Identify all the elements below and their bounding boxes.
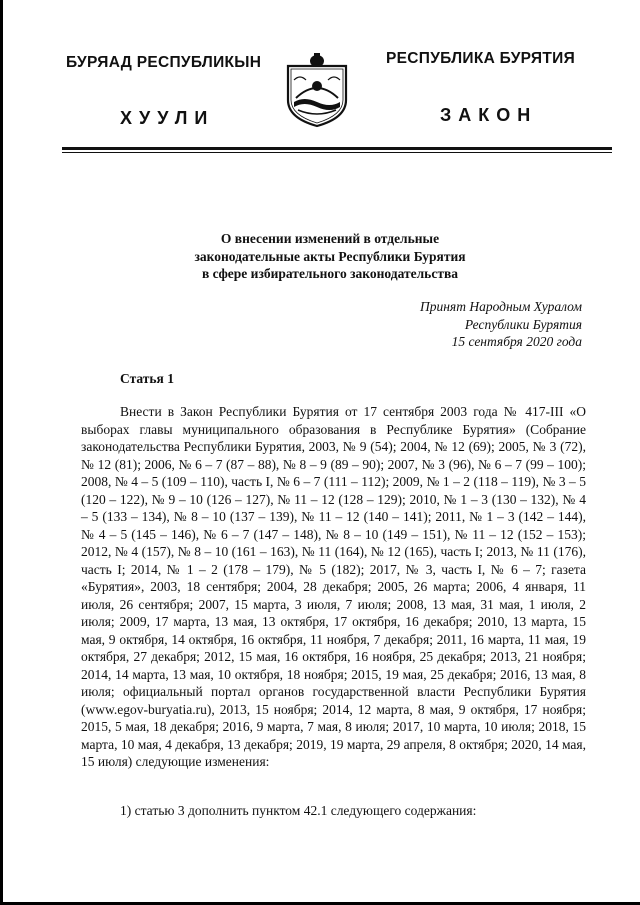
article-heading: Статья 1 [120, 371, 174, 386]
title-line-3: в сфере избирательного законодательства [201, 266, 458, 281]
coat-of-arms-icon [284, 52, 350, 128]
title-line-2: законодательные акты Республики Бурятия [194, 248, 466, 264]
header-divider-thick [62, 147, 612, 150]
article-paragraph: Внести в Закон Республики Бурятия от 17 сентября 2003 года № 417-III «О выборах главы муниципального образования в Республике Бурятия» (Собрание законодательства Республики Бурятия, 2003, № 9 (54); 2004, № 12 (69); 2005, № 3 (72), № 12 (81); 2006, № 6 – 7 (87 – 88), № 8 – 9 (89 – 90); 2007, № 3 (96), № 6 – 7 (99 – 100); 2008, № 4 – 5 (109 – 110), часть I, № 6 – 7 (111 – 112); 2009, № 1 – 2 (118 – 119), № 3 – 5 (120 – 122), № 9 – 10 (126 – 127), № 11 – 12 (128 – 129); 2010, № 1 – 3 (130 – 132), № 4 – 5 (133 – 134), № 8 – 10 (137 – 139), № 11 – 12 (140 – 141); 2011, № 1 – 3 (142 – 144), № 4 – 5 (145 – 146), № 6 – 7 (147 – 148), № 8 – 10 (149 – 151), № 11 – 12 (152 – 153); 2012, № 4 (157), № 8 – 10 (161 – 163), № 11 (164), № 12 (165), часть I; 2013, № 11 (176), часть I; 2014, № 1 – 2 (178 – 179), № 5 (182); 2017, № 3, часть I, № 6 – 7; газета «Бурятия», 2003, 18 сентября; 2004, 28 декабря; 2005, 26 марта; 2006, 4 января, 11 июля, 26 сентября; 2007, 15 марта, 3 июля, 7 июля; 2008, 13 мая, 31 мая, 1 июля, 2 июля; 2009, 17 марта, 13 мая, 13 октября, 17 октября, 16 декабря; 2010, 13 марта, 15 мая, 9 октября, 14 октября, 16 октября, 11 ноября, 7 декабря; 2011, 16 марта, 11 мая, 19 октября, 27 декабря; 2012, 15 мая, 16 октября, 16 ноября, 25 декабря; 2013, 21 ноября; 2014, 14 марта, 13 мая, 10 октября, 18 ноября; 2015, 19 мая, 25 декабря; 2016, 13 мая, 8 июля; официальный портал органов государственной власти Республики Бурятия (www.egov-buryatia.ru), 2013, 15 ноября; 2014, 12 марта, 8 мая, 9 октября, 17 ноября; 2015, 5 мая, 18 декабря; 2016, 9 марта, 7 мая, 8 июля; 2017, 10 марта, 10 июля; 2018, 15 марта, 10 мая, 4 декабря, 13 декабря; 2019, 19 марта, 29 апреля, 8 октября; 2020, 14 мая, 15 июля) следующие изменения: [81, 404, 586, 769]
document-title [150, 230, 510, 283]
header-right-law-word: ЗАКОН [440, 105, 538, 125]
adoption-line-1: Принят Народным Хуралом [419, 299, 582, 314]
header-left-republic: БУРЯАД РЕСПУБЛИКЫН [66, 54, 262, 71]
title-line-1: О внесении изменений в отдельные [220, 231, 440, 246]
header-right-republic: РЕСПУБЛИКА БУРЯТИЯ [386, 50, 576, 67]
adoption-line-3: 15 сентября 2020 года [451, 334, 582, 349]
adoption-line-2: Республики Бурятия [464, 316, 582, 332]
header-left-law-word: ХУУЛИ [120, 108, 215, 128]
article-subpoint: 1) статью 3 дополнить пунктом 42.1 следующего содержания: [120, 803, 477, 818]
header-divider-thin [62, 152, 612, 153]
adoption-note [370, 298, 582, 351]
article-body [81, 403, 586, 771]
